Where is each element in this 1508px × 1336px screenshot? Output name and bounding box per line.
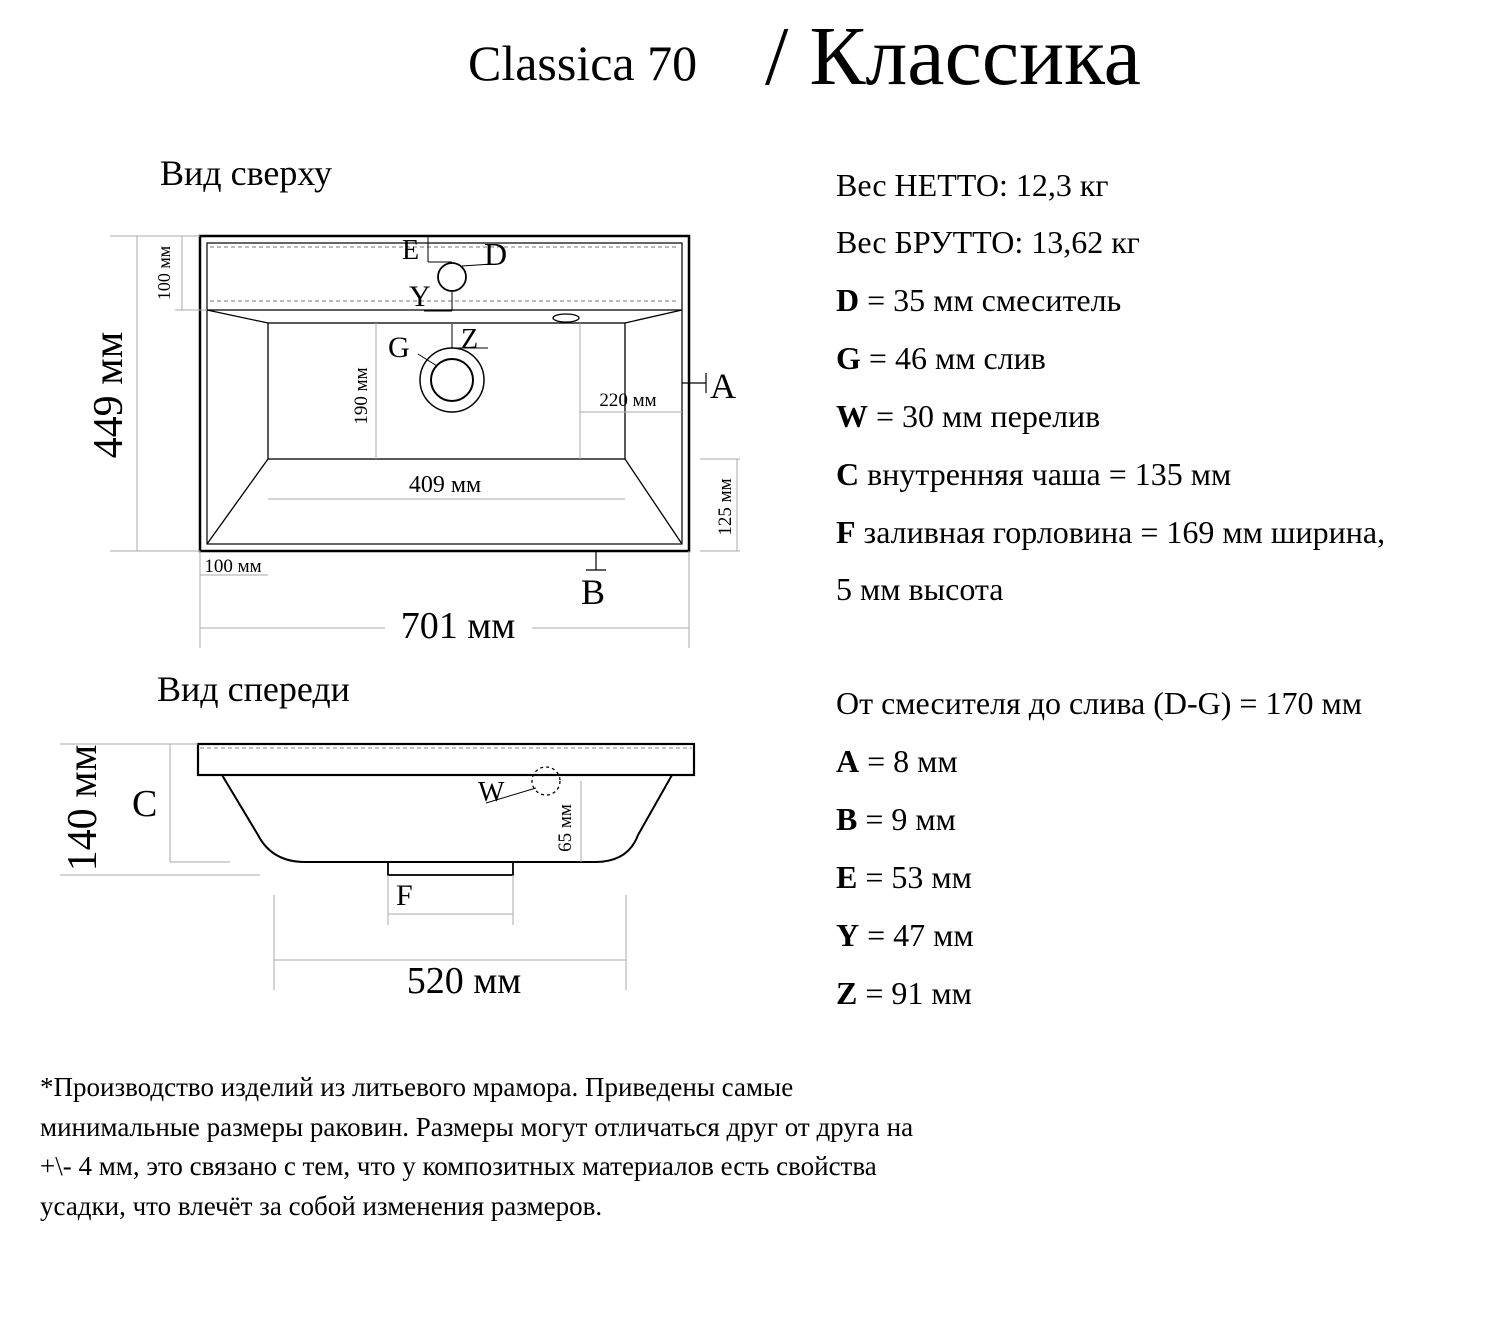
dim-front-125: 125 мм <box>715 478 736 536</box>
dim-width-520: 520 мм <box>406 960 522 1002</box>
footnote: *Производство изделий из литьевого мрамора. Приведены самые минимальные размеры раковин. Размеры могут отличаться друг от друга на +\- 4 мм, это связано с тем, что у композитных материалов есть свойства усадки, что влечёт за собой изменения размеров. <box>40 1072 914 1221</box>
title-cyrillic: / Классика <box>765 10 1141 103</box>
top-view-title: Вид сверху <box>160 153 332 193</box>
label-b: B <box>581 572 606 612</box>
dim-rim-back-100: 100 мм <box>154 245 174 301</box>
spec-gross-weight: Вес БРУТТО: 13,62 кг <box>836 224 1140 260</box>
label-z: Z <box>461 324 479 355</box>
spec-c: C внутренняя чаша = 135 мм <box>836 456 1232 492</box>
front-view-title: Вид спереди <box>157 669 350 709</box>
label-a: A <box>710 366 736 406</box>
spec-f: F заливная горловина = 169 мм ширина, <box>836 514 1386 550</box>
drain-outer <box>420 348 484 412</box>
label-y: Y <box>409 280 431 313</box>
dim-height-449: 449 мм <box>86 331 132 459</box>
label-w: W <box>478 777 505 808</box>
dim-overflow-65: 65 мм <box>555 804 576 852</box>
spec-net-weight: Вес НЕТТО: 12,3 кг <box>836 167 1109 203</box>
bowl-bottom <box>268 323 625 459</box>
spec-g: G = 46 мм слив <box>836 340 1046 376</box>
label-e: E <box>402 235 420 266</box>
title-latin: Classica 70 <box>468 35 698 91</box>
spec-d-g: От смесителя до слива (D-G) = 170 мм <box>836 685 1362 721</box>
spec-d: D = 35 мм смеситель <box>836 282 1122 318</box>
drain-neck <box>388 862 513 875</box>
dim-side-220: 220 мм <box>599 390 657 411</box>
spec-a: A = 8 мм <box>836 743 958 779</box>
spec-z: Z = 91 мм <box>836 975 972 1011</box>
label-d: D <box>484 236 508 272</box>
label-c: C <box>132 783 158 825</box>
dim-bowl-width-409: 409 мм <box>408 472 482 498</box>
spec-y: Y = 47 мм <box>836 917 974 953</box>
bowl-body <box>222 775 672 862</box>
label-g: G <box>388 331 410 364</box>
spec-f-height: 5 мм высота <box>836 571 1004 607</box>
dim-width-701: 701 мм <box>400 605 516 647</box>
overflow-hole <box>553 314 579 322</box>
drain-inner <box>431 359 473 401</box>
dim-height-140: 140 мм <box>60 744 106 872</box>
dim-front-100: 100 мм <box>204 556 262 577</box>
basin-top-slab <box>198 744 694 775</box>
spec-b: B = 9 мм <box>836 801 956 837</box>
dim-bowl-depth-190: 190 мм <box>351 367 372 425</box>
spec-e: E = 53 мм <box>836 859 972 895</box>
spec-w: W = 30 мм перелив <box>836 398 1101 434</box>
front-view-drawing <box>60 744 694 990</box>
faucet-hole <box>438 263 466 291</box>
overflow-w <box>532 767 560 795</box>
label-f: F <box>396 879 413 912</box>
